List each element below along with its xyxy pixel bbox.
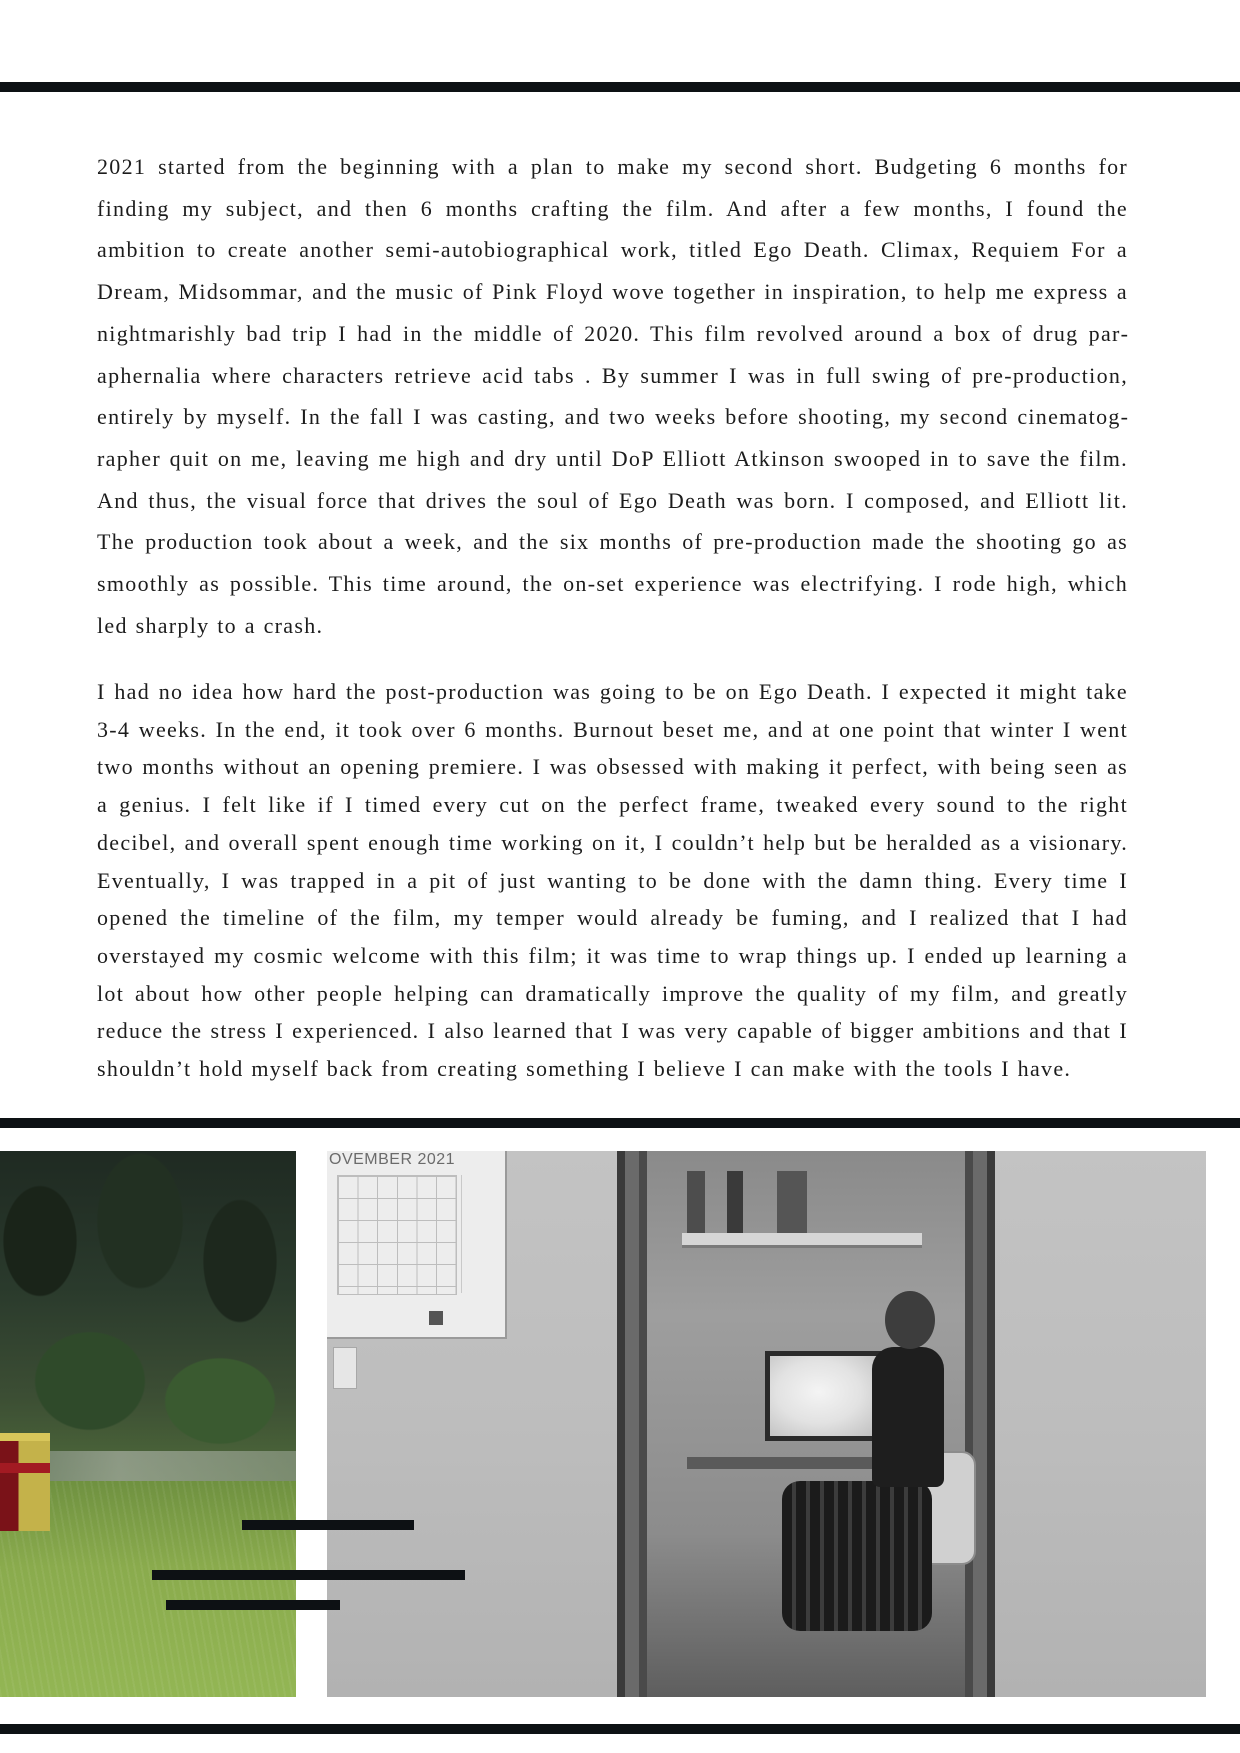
middle-divider <box>0 1118 1240 1128</box>
calendar-mark <box>429 1311 443 1325</box>
computer-monitor <box>765 1351 883 1441</box>
forest-trees <box>0 1151 296 1481</box>
accent-bar-2 <box>152 1570 465 1580</box>
calendar-title: OVEMBER 2021 <box>329 1151 456 1168</box>
person-head <box>885 1291 935 1349</box>
closet-shelf <box>682 1233 922 1248</box>
shelf-items <box>687 1171 887 1233</box>
body-paragraph-1: 2021 started from the beginning with a plan to make my second short. Budgeting 6 months for finding my subject, and then 6 months crafting the film. And after a few months, I found the ambition to create another semi-autobiographical work, titled Ego Death. Climax, Requiem For a Dream, Midsommar, and the music of Pink Floyd wove together in inspiration, to help me express a nightmarishly bad trip I had in the middle of 2020. This film revolved around a box of drug paraphernalia where characters retrieve acid tabs . By summer I was in full swing of pre-production, entirely by myself. In the fall I was casting, and two weeks before shooting, my second cinematographer quit on me, leaving me high and dry until DoP Elliott Atkinson swooped in to save the film. And thus, the visual force that drives the soul of Ego Death was born. I composed, and Elliott lit. The production took about a week, and the six months of pre-production made the shooting go as smoothly as possible. This time around, the on-set experience was electrifying. I rode high, which led sharply to a crash. <box>97 154 1128 638</box>
calendar-grid <box>337 1175 457 1295</box>
light-switch <box>333 1347 357 1389</box>
drug-box-prop <box>0 1433 50 1531</box>
body-paragraph-2: I had no idea how hard the post-production was going to be on Ego Death. I expected it might take 3-4 weeks. In the end, it took over 6 months. Burnout beset me, and at one point that winter I went two months without an opening premiere. I was obsessed with making it perfect, with being seen as a genius. I felt like if I timed every cut on the perfect frame, tweaked every sound to the right decibel, and overall spent enough time working on it, I couldn’t help but be heralded as a visionary. Eventually, I was trapped in a pit of just wanting to be done with the damn thing. Every time I opened the timeline of the film, my temper would already be fuming, and I realized that I had overstayed my cosmic welcome with this film; it was time to wrap things up. I ended up learning a lot about how other people helping can dramatically improve the quality of my film, and greatly reduce the stress I experienced. I also learned that I was very capable of bigger ambitions and that I shouldn’t hold myself back from creating something I believe I can make with the tools I have. <box>97 679 1128 1082</box>
calendar-notes <box>461 1175 502 1293</box>
accent-bar-3 <box>166 1600 340 1610</box>
bottom-divider <box>0 1724 1240 1734</box>
person-body <box>872 1347 944 1487</box>
accent-bar-1 <box>242 1520 414 1530</box>
top-divider <box>0 82 1240 92</box>
wall-calendar <box>327 1151 507 1339</box>
closet-desk-photo <box>327 1151 1206 1697</box>
desk <box>687 1457 887 1469</box>
person-legs <box>782 1481 932 1631</box>
forest-lawn-photo <box>0 1151 296 1697</box>
